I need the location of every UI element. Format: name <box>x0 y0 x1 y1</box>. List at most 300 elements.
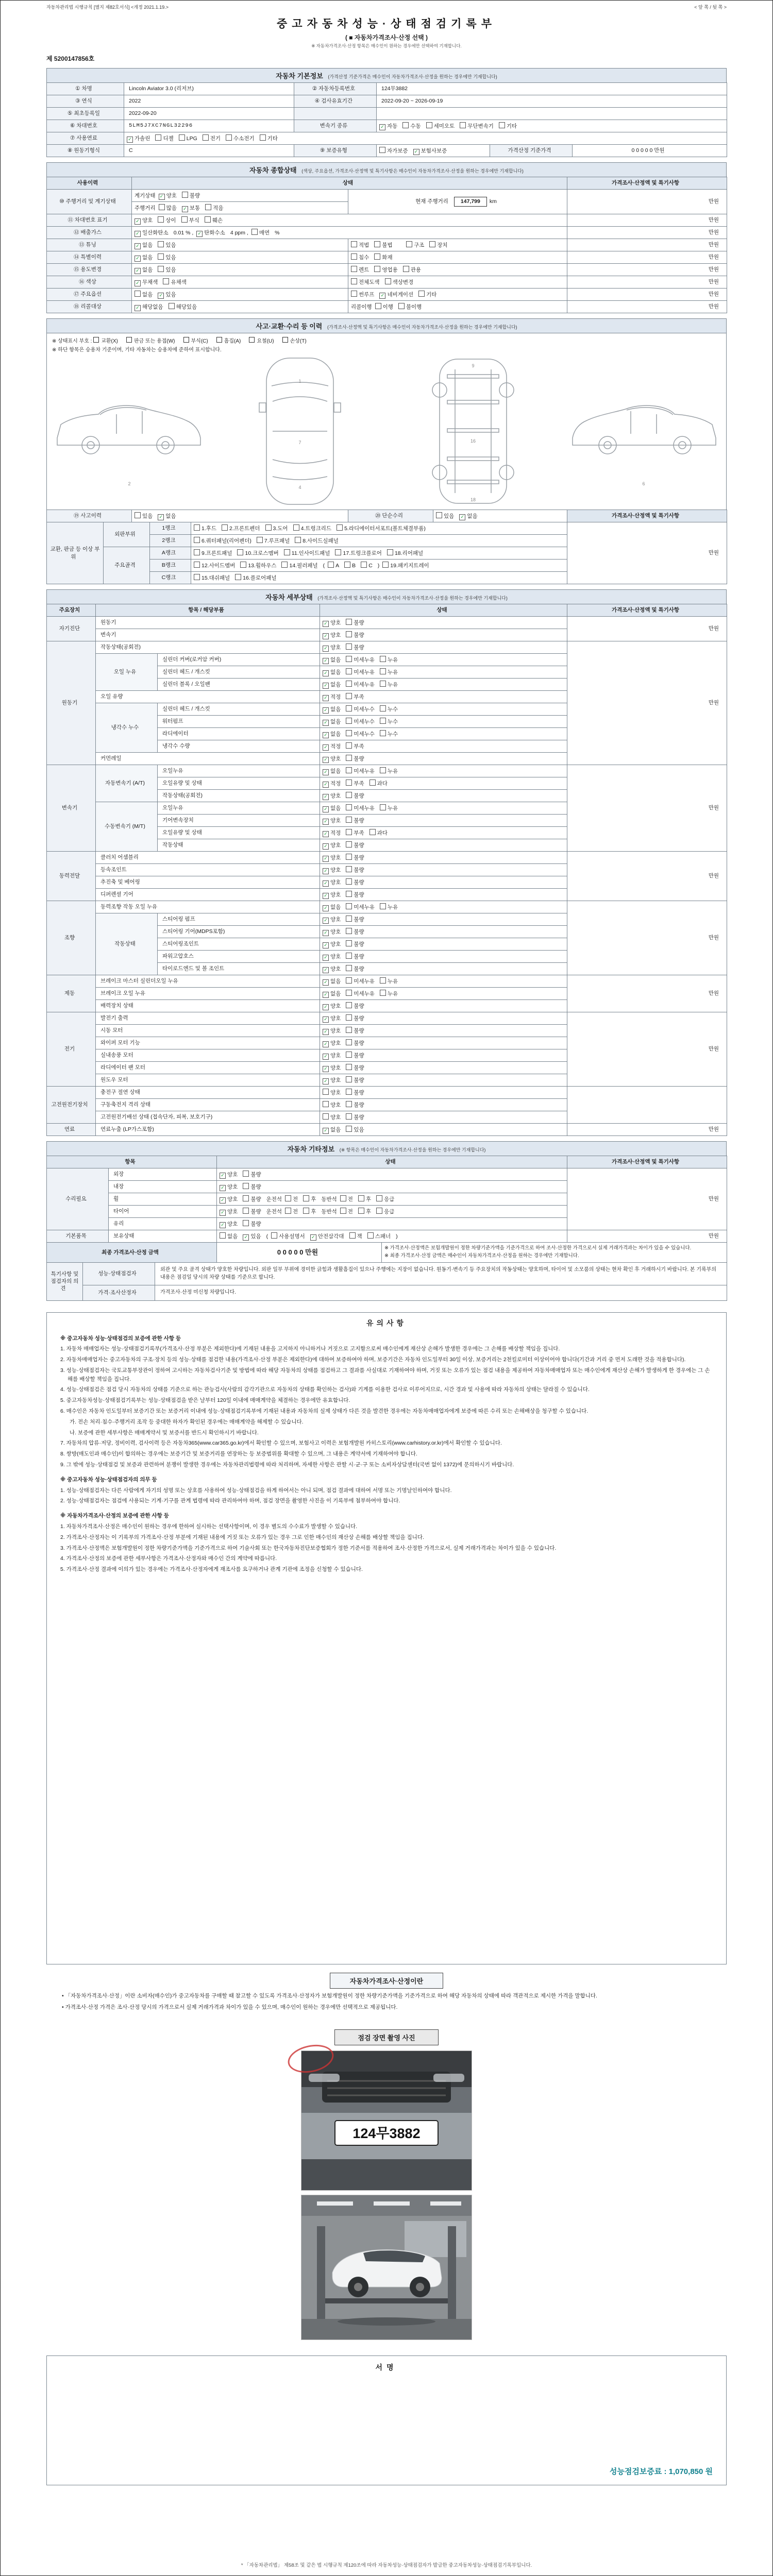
svg-text:7: 7 <box>298 440 301 445</box>
checkbox-group <box>340 1209 376 1215</box>
unchecked-checkbox: 스패너 <box>367 1233 391 1240</box>
checkbox-group <box>194 575 281 581</box>
cell <box>217 1168 567 1181</box>
section-title-text: 자동차 기본정보 <box>276 72 323 80</box>
notice-item: 2. 성능·상태점검자는 점검에 사용되는 기계·기구를 관계 법령에 따라 관리하여야 하며, 점검 장면을 촬영한 사진을 이 기록부에 첨부하여야 합니다. <box>60 1498 400 1504</box>
cell <box>348 289 567 301</box>
cell: 상태 <box>217 1156 567 1168</box>
cell: 만원 <box>567 301 727 313</box>
checkbox-group <box>323 818 369 824</box>
license-plate-text: 124무3882 <box>352 2126 421 2142</box>
section-title-accident <box>46 318 727 333</box>
checked-checkbox: ✓ 없음 <box>323 682 341 688</box>
section-title-text: 사고·교환·수리 등 이력 <box>256 323 323 330</box>
cell: 실린더 커버(로커암 커버) <box>158 654 320 666</box>
unchecked-checkbox: 있음 <box>158 242 176 248</box>
table-row <box>47 120 727 132</box>
cell <box>320 913 567 926</box>
unchecked-checkbox: 누유 <box>380 682 398 688</box>
checkbox-group <box>323 1114 369 1121</box>
cell: 상태 <box>320 604 567 617</box>
unchecked-checkbox: 부족 <box>346 781 364 787</box>
cell: 교환, 판금 등 이상 부위 <box>47 522 104 584</box>
notice-item: 가. 전손 처리·침수·주행거리 조작 등 중대한 하자가 확인된 경우에는 매매계약을 해제할 수 있습니다. <box>70 1418 304 1425</box>
notice-item: 4. 가격조사·산정의 보증에 관한 세부사항은 가격조사·산정자와 매수인 간의 계약에 따릅니다. <box>60 1555 277 1562</box>
checked-checkbox: ✓ 없음 <box>323 768 341 774</box>
checked-checkbox: ✓ 없음 <box>323 706 341 713</box>
cell: 배력장치 상태 <box>96 1000 320 1012</box>
unchecked-checkbox: 불량 <box>346 756 364 762</box>
notice-item: 3. 가격조사·산정액은 보험개발원이 정한 차량기준가액을 기준가격으로 하여 기술사회 또는 한국자동차진단보증협회가 정한 기준서를 적용하여 조사·산정한 가격으로서, 실제 거래가격과는 차이가 있을 수 있습니다. <box>60 1545 557 1551</box>
section-title-note: (가격산정 기준가격은 매수인이 자동차가격조사·산정을 원하는 경우에만 기재합니다) <box>328 74 497 79</box>
cell <box>320 852 567 864</box>
checked-checkbox: ✓ 보통 <box>182 205 200 211</box>
checkbox-group <box>323 781 393 787</box>
cell: 만원 <box>567 852 727 901</box>
cell <box>320 1025 567 1037</box>
cell <box>320 876 567 889</box>
notice-item: 5. 가격조사·산정 결과에 이의가 있는 경우에는 가격조사·산정자에게 재조사를 요구하거나 관계 기관에 조정을 신청할 수 있습니다. <box>60 1566 363 1573</box>
checkbox-group <box>323 1077 369 1083</box>
checked-checkbox: ✓ 양호 <box>323 879 341 886</box>
checked-checkbox: ✓ 없음 <box>459 513 477 519</box>
section-title-overall <box>46 162 727 177</box>
cell: 가격조사·산정액 및 특기사항 <box>567 604 727 617</box>
cell: A랭크 <box>150 547 191 560</box>
cell: 브레이크 마스터 실린더오일 누유 <box>96 975 320 988</box>
checkbox-group <box>379 123 522 129</box>
unchecked-checkbox: 전 <box>285 1209 298 1215</box>
table-row <box>47 1285 727 1300</box>
cell: ⑥ 차대번호 <box>47 120 124 132</box>
checkbox-group <box>375 304 427 310</box>
checked-checkbox: ✓ 양호 <box>220 1172 238 1178</box>
cell <box>320 864 567 876</box>
checked-checkbox: ✓ 양호 <box>323 1077 341 1083</box>
checkbox-group <box>323 805 403 811</box>
cell: 기본품목 <box>47 1230 109 1243</box>
cell: 2022-09-20 <box>124 108 294 120</box>
cell: 스티어링 펌프 <box>158 913 320 926</box>
checkbox-group <box>323 1065 369 1071</box>
checked-checkbox: ✓ 없음 <box>323 719 341 725</box>
unchecked-checkbox: 훼손 <box>205 217 223 224</box>
unchecked-checkbox: 11.인사이드패널 <box>284 550 330 556</box>
cell <box>320 691 567 703</box>
cell <box>320 740 567 753</box>
checkbox-group <box>323 1040 369 1046</box>
checked-checkbox: ✓ 없음 <box>323 991 341 997</box>
cell <box>320 1037 567 1049</box>
cell: ⑮ 용도변경 <box>47 264 132 276</box>
cell: 작동상태(공회전) <box>96 641 320 654</box>
svg-text:9: 9 <box>472 363 475 368</box>
unchecked-checkbox: 기타 <box>260 135 278 142</box>
checkbox-group <box>323 904 403 910</box>
cell: 실내송풍 모터 <box>96 1049 320 1062</box>
cell: ⑦ 사용연료 <box>47 132 124 145</box>
cell: 1랭크 <box>150 522 191 535</box>
svg-text:4: 4 <box>298 485 301 490</box>
cell: 만원 <box>567 641 727 765</box>
page-indicator: < 앞 쪽 / 뒷 쪽 > <box>694 5 727 10</box>
cell: 최종 가격조사·산정 금액 <box>47 1243 217 1263</box>
unchecked-checkbox: 10.크로스멤버 <box>237 550 278 556</box>
cell: 변속기 종류 <box>294 120 377 132</box>
cell: 연료 <box>47 1124 96 1136</box>
cell: 가격조사·산정액 및 특기사항 <box>567 1156 727 1168</box>
unchecked-checkbox: 부식 <box>181 217 199 224</box>
cell <box>320 703 567 716</box>
cell: 클러치 어셈블리 <box>96 852 320 864</box>
unchecked-checkbox: 색상변경 <box>385 279 414 285</box>
checked-checkbox: ✓ 있음 <box>243 1233 261 1240</box>
price-info-title: 자동차가격조사·산정이란 <box>330 1973 443 1989</box>
checked-checkbox: ✓ 일산화탄소 <box>135 230 169 236</box>
cell: 없음 ✓ 있음 ( 사용설명서 ✓ 안전삼각대 잭 스패너 ) <box>217 1230 567 1243</box>
checked-checkbox: ✓ 양호 <box>220 1209 238 1215</box>
table-row <box>47 190 727 202</box>
notice-item: 2. 가격조사·산정자는 이 기록부의 가격조사·산정 부분에 기재된 내용에 거짓 또는 오류가 있는 경우 그로 인한 매수인의 재산상 손해를 배상할 책임을 집니다. <box>60 1534 424 1540</box>
cell: ⑩ 주행거리 및 계기상태 <box>47 190 132 214</box>
legend-item: 판금 또는 용접(W) <box>126 338 175 344</box>
document-subtitle: ( ■ 자동차가격조사·산정 선택 ) <box>345 34 428 41</box>
unchecked-checkbox: 전체도색 <box>351 279 380 285</box>
cell: 만원 <box>567 765 727 852</box>
checkbox-group <box>323 1003 369 1009</box>
checkbox-group <box>340 1196 376 1202</box>
checkbox-group <box>323 917 369 923</box>
checkbox-group <box>351 292 442 298</box>
unchecked-checkbox: 과다 <box>369 781 388 787</box>
cell <box>294 108 377 120</box>
checkbox-group <box>323 669 403 675</box>
checked-checkbox: ✓ 양호 <box>323 867 341 873</box>
unchecked-checkbox: 불량 <box>346 1053 364 1059</box>
legend-note: ※ 하단 항목은 승용차 기준이며, 기타 자동차는 승용차에 준하여 표시합니다. <box>52 347 222 353</box>
cell: Lincoln Aviator 3.0 (리저브) <box>124 83 294 95</box>
table-row <box>47 227 727 239</box>
cell <box>320 815 567 827</box>
unchecked-checkbox: 13.휠하우스 <box>240 563 276 569</box>
cell <box>132 289 348 301</box>
table-row <box>47 1087 727 1099</box>
checkbox-group <box>220 1221 266 1227</box>
cell: 오일 유량 <box>96 691 320 703</box>
car-diagram-left-side <box>52 357 212 506</box>
cell <box>320 975 567 988</box>
cell: 타이어 <box>109 1206 217 1218</box>
checkbox-group <box>323 830 393 836</box>
cell <box>320 765 567 777</box>
unchecked-checkbox: 불량 <box>243 1172 261 1178</box>
unchecked-checkbox: 자가보증 <box>379 148 408 154</box>
cell: ※ 가격조사·산정액은 보험개발원이 정한 차량기준가액을 기준가격으로 하여 조사·산정한 가격으로서 실제 거래가격과는 차이가 있을 수 있습니다. ※ 최종 가격조사·산정 금액은 매수인이 자동차가격조사·산정을 원하는 경우에만 기재합니다. <box>382 1243 727 1263</box>
unchecked-checkbox: 디젤 <box>155 135 173 142</box>
cell: 스티어링 기어(MDPS포함) <box>158 926 320 938</box>
unchecked-checkbox: 불량 <box>346 917 364 923</box>
cell: 2022 <box>124 95 294 108</box>
checkbox-group <box>135 279 192 285</box>
unchecked-checkbox: 3.도어 <box>265 526 288 532</box>
price-info-paragraph: • 「자동차가격조사·산정」이란 소비자(매수인)가 중고자동차를 구매할 때 참고할 수 있도록 가격조사·산정자가 보험개발원이 정한 차량기준가액을 기준가격으로 하여 해당 자동차의 상태에 따라 객관적으로 제시한 가격을 말합니다. <box>62 1992 597 1999</box>
section-title-text: 자동차 기타정보 <box>287 1145 335 1153</box>
checkbox-group <box>135 292 181 298</box>
cell: 성능·상태점검자 <box>83 1262 155 1285</box>
unchecked-checkbox: 불량 <box>346 954 364 960</box>
checkbox-group <box>323 842 369 849</box>
cell: 만원 <box>567 1168 727 1230</box>
cell: ⑪ 차대번호 표기 <box>47 214 132 227</box>
table-row <box>47 214 727 227</box>
checkbox-group <box>379 148 452 154</box>
cell <box>320 1087 567 1099</box>
unchecked-checkbox: 불량 <box>243 1221 261 1227</box>
cell: 브레이크 오일 누유 <box>96 988 320 1000</box>
notice-heading: ※ 중고자동차 성능·상태점검의 보증에 관한 사항 등 <box>60 1335 181 1342</box>
checked-checkbox: ✓ 양호 <box>323 645 341 651</box>
table-row <box>47 1156 727 1168</box>
table-row <box>47 132 727 145</box>
legend-symbol-box <box>282 337 288 343</box>
unchecked-checkbox: 불량 <box>346 879 364 886</box>
unchecked-checkbox: 양호 <box>323 1090 341 1096</box>
unchecked-checkbox: 관용 <box>403 267 421 273</box>
table-row <box>47 510 727 522</box>
signature-title: 서명 <box>375 2363 398 2372</box>
cell: 변속기 <box>47 765 96 852</box>
checkbox-group <box>323 793 369 799</box>
cell <box>348 239 567 251</box>
unchecked-checkbox: 16.플로어패널 <box>235 575 276 581</box>
cell <box>567 1087 727 1124</box>
panel-rank-table <box>46 522 727 584</box>
unchecked-checkbox: 12.사이드멤버 <box>194 563 235 569</box>
table-row <box>47 83 727 95</box>
checkbox-group <box>194 538 344 544</box>
unchecked-checkbox: 15.대쉬패널 <box>194 575 230 581</box>
cell <box>320 753 567 765</box>
unchecked-checkbox: 이행 <box>375 304 393 310</box>
unchecked-checkbox: 불량 <box>243 1196 261 1202</box>
cell <box>132 239 348 251</box>
document-number: 제 5200147856호 <box>46 55 95 62</box>
notice-item: 8. 쌍방(매도인과 매수인)이 합의하는 경우에는 보증기간 및 보증거리를 연장하는 등 보증범위를 확대할 수 있으며, 그 내용은 계약서에 기재하여야 합니다. <box>60 1451 417 1458</box>
photo-section <box>46 2029 727 2340</box>
checked-checkbox: ✓ 양호 <box>323 917 341 923</box>
unchecked-checkbox: 수동 <box>402 123 421 129</box>
unchecked-checkbox: 기타 <box>418 292 436 298</box>
cell: 외판부위 <box>104 522 150 547</box>
checked-checkbox: ✓ 적정 <box>323 694 341 700</box>
cell <box>320 926 567 938</box>
unchecked-checkbox: 후 <box>358 1209 371 1215</box>
unchecked-checkbox: 있음 <box>436 513 454 519</box>
checked-checkbox: ✓ 양호 <box>220 1184 238 1190</box>
cell: ⑫ 배출가스 <box>47 227 132 239</box>
table-row <box>47 289 727 301</box>
checkbox-group <box>323 620 369 626</box>
checkbox-group <box>323 1102 369 1108</box>
section-etc-info <box>46 1141 727 1301</box>
cell: 자기진단 <box>47 617 96 641</box>
checkbox-group <box>127 135 283 142</box>
cell: 만원 <box>567 975 727 1012</box>
unchecked-checkbox: 미세누유 <box>346 978 375 985</box>
unchecked-checkbox: 불량 <box>243 1184 261 1190</box>
cell: 만원 <box>567 901 727 975</box>
cell: 항목 <box>47 1156 217 1168</box>
table-row <box>47 901 727 913</box>
unchecked-checkbox: 불량 <box>346 1102 364 1108</box>
checkbox-group <box>220 1196 266 1202</box>
checkbox-group <box>323 768 403 774</box>
unchecked-checkbox: 기타 <box>499 123 517 129</box>
cell <box>320 1074 567 1087</box>
unchecked-checkbox: 미세누유 <box>346 991 375 997</box>
cell: 냉각수 누수 <box>96 703 158 753</box>
cell <box>320 1124 567 1136</box>
table-row <box>47 301 727 313</box>
cell: ⑯ 색상 <box>47 276 132 289</box>
checkbox-group <box>135 242 181 248</box>
cell: 워터펌프 <box>158 716 320 728</box>
unchecked-checkbox: 매연 <box>251 230 270 236</box>
top-meta-row <box>46 4 727 10</box>
car-diagram-underbody-view <box>388 354 558 509</box>
checkbox-group <box>323 879 369 886</box>
checked-checkbox: ✓ 없음 <box>323 1127 341 1133</box>
price-info-paragraph: • 가격조사·산정 가격은 조사·산정 당시의 가격으로서 실제 거래가격과 차이가 있을 수 있으며, 매수인이 원하는 경우에만 선택적으로 제공됩니다. <box>62 2004 398 2011</box>
legend-symbol-box <box>216 337 222 343</box>
cell: 고전원전기배선 상태 (접속단자, 피복, 보호기구) <box>96 1111 320 1124</box>
car-diagrams <box>52 354 721 509</box>
final-price-table <box>46 1242 727 1263</box>
cell: ⑰ 주요옵션 <box>47 289 132 301</box>
cell: 오일누유 <box>158 802 320 815</box>
cell <box>348 276 567 289</box>
checked-checkbox: ✓ 양호 <box>323 966 341 972</box>
checkbox-group <box>135 267 181 273</box>
cell: 원동기 <box>96 617 320 629</box>
cell: 가격조사·산정액 및 특기사항 <box>567 510 727 522</box>
cell: 만원 <box>567 289 727 301</box>
checked-checkbox: ✓ 가솔린 <box>127 135 150 142</box>
cell: 실린더 헤드 / 개스킷 <box>158 666 320 679</box>
checkbox-group <box>351 242 398 248</box>
unchecked-checkbox: 14.필러패널 <box>281 563 317 569</box>
checked-checkbox: ✓ 양호 <box>323 756 341 762</box>
table-row <box>47 1262 727 1285</box>
unchecked-checkbox: 누유 <box>380 904 398 910</box>
unchecked-checkbox: 세미오토 <box>426 123 455 129</box>
svg-text:2: 2 <box>128 481 131 486</box>
cell: 라디에이터 <box>158 728 320 740</box>
checkbox-group <box>220 1209 266 1215</box>
checkbox-group <box>159 193 206 199</box>
table-row <box>47 108 727 120</box>
cell: 작동상태 <box>96 913 158 975</box>
cell <box>132 301 348 313</box>
unchecked-checkbox: 영업용 <box>374 267 397 273</box>
checked-checkbox: ✓ 양호 <box>323 842 341 849</box>
checkbox-group <box>323 682 403 688</box>
cell <box>320 641 567 654</box>
checked-checkbox: ✓ 없음 <box>323 904 341 910</box>
cell <box>132 510 348 522</box>
cell: 12.사이드멤버 13.휠하우스 14.필러패널 ( A B C ) 19.패키지트레이 <box>191 560 567 572</box>
unchecked-checkbox: 19.패키지트레이 <box>382 563 429 569</box>
cell: 제동 <box>47 975 96 1012</box>
cell: 타이로드엔드 및 볼 조인트 <box>158 963 320 975</box>
unchecked-checkbox: 7.루프패널 <box>257 538 290 544</box>
cell <box>320 827 567 839</box>
cell: 오일유량 및 상태 <box>158 827 320 839</box>
cell: 특기사항 및 점검자의 의견 <box>47 1262 83 1300</box>
inspection-photo-front-plate <box>301 2050 472 2191</box>
cell <box>320 963 567 975</box>
table-row <box>47 852 727 864</box>
cell: 가격·조사산정자 <box>83 1285 155 1300</box>
unchecked-checkbox: 과다 <box>369 830 388 836</box>
checked-checkbox: ✓ 양호 <box>323 855 341 861</box>
cell: 동력전달 <box>47 852 96 901</box>
cell <box>348 264 567 276</box>
car-diagram-top-view <box>215 354 385 509</box>
section-overall-condition <box>46 162 727 313</box>
cell: 만원 <box>567 214 727 227</box>
checkbox-group <box>323 719 403 725</box>
cell: 발전기 출력 <box>96 1012 320 1025</box>
checked-checkbox: ✓ 양호 <box>323 620 341 626</box>
unchecked-checkbox: 후 <box>358 1196 371 1202</box>
cell: 주요장치 <box>47 604 96 617</box>
unchecked-checkbox: 적음 <box>205 205 223 211</box>
cell <box>320 716 567 728</box>
unchecked-checkbox: 잭 <box>349 1233 362 1240</box>
inspection-photo-car-lift <box>301 2195 472 2340</box>
unchecked-checkbox: 부족 <box>346 830 364 836</box>
unchecked-checkbox: 불량 <box>346 1077 364 1083</box>
unchecked-checkbox: 있음 <box>158 267 176 273</box>
unchecked-checkbox: 불량 <box>346 1028 364 1034</box>
cell: 내장 <box>109 1181 217 1193</box>
unchecked-checkbox: 불이행 <box>398 304 422 310</box>
cell: 만원 <box>567 239 727 251</box>
cell: ⑲ 사고이력 <box>47 510 132 522</box>
unchecked-checkbox: 불량 <box>346 1114 364 1121</box>
checked-checkbox: ✓ 양호 <box>323 1053 341 1059</box>
cell: 작동상태 <box>158 839 320 852</box>
cell <box>433 510 567 522</box>
table-row <box>47 1243 727 1263</box>
unchecked-checkbox: 미세누유 <box>346 768 375 774</box>
section-title-text: 자동차 종합상태 <box>249 166 297 174</box>
checked-checkbox: ✓ 양호 <box>323 1065 341 1071</box>
unchecked-checkbox: 2.프론트펜더 <box>222 526 260 532</box>
unchecked-checkbox: 누유 <box>380 669 398 675</box>
checkbox-group <box>323 632 369 638</box>
unchecked-checkbox: 미세누유 <box>346 904 375 910</box>
checkbox-group <box>323 645 369 651</box>
cell: 만원 <box>567 522 727 584</box>
cell <box>132 214 567 227</box>
mileage-value-box: 147,799 <box>454 197 487 206</box>
section-accident-history <box>46 318 727 584</box>
unchecked-checkbox: 불량 <box>346 892 364 898</box>
cell <box>217 1181 567 1193</box>
unchecked-checkbox: 썬루프 <box>351 292 374 298</box>
